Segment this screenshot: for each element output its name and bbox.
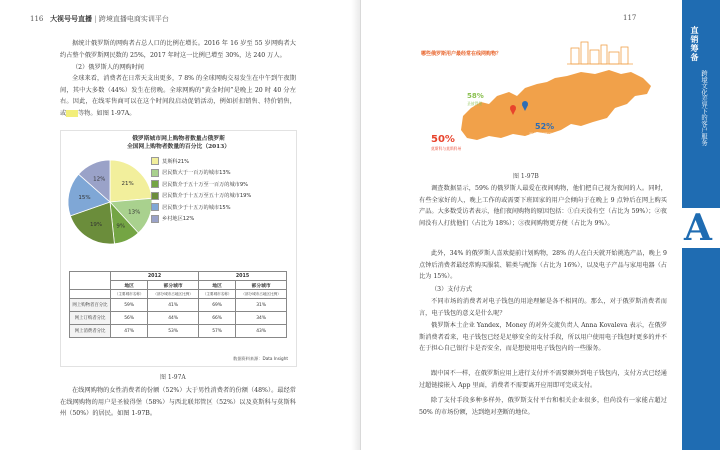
- table-row: [70, 325, 287, 338]
- pie-slice-label: 21%: [121, 180, 134, 187]
- col-share-label: 部分城市: [251, 283, 271, 289]
- section-letter: A: [676, 208, 720, 248]
- right-paragraph-5: 俄罗斯本土企业 Yandex，Money 的对外交流负责人 Anna Kovaleva 表示，在俄罗斯消费者看来，电子钱包已经是足够安全的支付手段，所以用户使用电子钱包时更多的并不在于担心自己银行卡是否安全，而是想使用电子钱包内的一些服务。: [419, 322, 667, 352]
- chart-legend: [151, 157, 291, 226]
- right-paragraph-7: 除了支付手段多种多样外，俄罗斯支付平台和相关企业很多，但尚没有一家能占超过 50% 的市场份额，达到绝对垄断的地位。: [419, 397, 667, 416]
- table-sub-region-1: （主要城市名称）: [111, 290, 148, 299]
- table-cell: 66%: [198, 312, 235, 325]
- russia-map-figure: [421, 38, 661, 158]
- right-paragraph-3: （3）支付方式: [431, 286, 473, 293]
- pie-slice-label: 19%: [89, 221, 103, 228]
- russia-silhouette: [461, 70, 651, 140]
- legend-label: 居民数大于一百万的城市13%: [162, 170, 231, 176]
- paragraph-3: [60, 73, 296, 118]
- table-col-region-1: [111, 281, 148, 290]
- col-share-label: 部分城市: [163, 283, 183, 289]
- table-sub-region-2: （主要城市名称）: [198, 290, 235, 299]
- table-row: [70, 299, 287, 312]
- table-corner: [70, 272, 111, 290]
- paragraph-3-tail: 等物。如图 1-97A。: [78, 109, 136, 117]
- col-region-label: 地区: [212, 283, 222, 289]
- table-cell: 57%: [198, 325, 235, 338]
- legend-swatch: [151, 215, 159, 223]
- legend-swatch: [151, 192, 159, 200]
- left-header-book: 大视号号直播: [50, 14, 93, 23]
- right-paragraph-2: 此外，34% 的俄罗斯人喜欢提前计划购物，28% 的人在白天就开始挑选产品，晚上 9 点钟后消费者最经常购买服装、鞋类与配饰（占比为 16%），以及电子产品与家用电器（占比为 15%）。: [419, 250, 667, 280]
- right-page-number: 117: [623, 14, 637, 22]
- legend-entry: [151, 215, 291, 223]
- city-skyline-icon: [567, 42, 633, 64]
- pie-chart: [65, 157, 155, 247]
- table-cell: 69%: [198, 299, 235, 312]
- chart-title-line2: 全国网上购物者数量的百分比（2013）: [126, 144, 231, 150]
- map-title: 哪些俄罗斯用户最经常在线网购物？: [421, 51, 502, 57]
- legend-entry: [151, 157, 291, 165]
- col-region-label: 地区: [124, 283, 134, 289]
- paragraph-2: （2）俄罗斯人的网购时间: [72, 64, 144, 71]
- table-year-2: 2015: [198, 272, 286, 281]
- right-page: [361, 0, 720, 450]
- stat-blue: 52%: [535, 122, 555, 131]
- legend-entry: [151, 180, 291, 188]
- table-cell: 56%: [111, 312, 148, 325]
- figure-caption-b: 图 1-97B: [513, 173, 539, 180]
- pie-slice-label: 13%: [128, 209, 141, 216]
- pie-slice-label: 9%: [116, 223, 126, 230]
- table-col-share-2: [236, 281, 287, 290]
- band-subtitle: 跨境文化差异下的客户服务: [700, 70, 707, 146]
- table-cell: 53%: [148, 325, 199, 338]
- stat-green-label: 圣彼得堡: [467, 101, 483, 106]
- right-paragraph-6: 跟中国不一样，在俄罗斯应用上进行支付并不需要额外到电子钱包内，支付方式已经通过超链接嵌入 App 里面，消费者不需要离开应用即可完成支付。: [419, 370, 667, 389]
- left-header-section: 跨境直播电商实训平台: [98, 15, 169, 23]
- data-table: [69, 271, 287, 338]
- highlight-mark: [66, 110, 78, 117]
- chart-title-line1: 俄罗斯城市网上购物者数量占俄罗斯: [132, 136, 225, 142]
- legend-label: 莫斯科21%: [162, 158, 190, 165]
- legend-label: 居民数介于五十万至一百万的城市9%: [162, 181, 249, 188]
- figure-caption-a: 图 1-97A: [160, 374, 186, 381]
- legend-entry: [151, 169, 291, 177]
- table-cell: 43%: [236, 325, 287, 338]
- table-cell: 34%: [236, 312, 287, 325]
- table-source: 数据资料来源：Data Insight: [233, 356, 288, 361]
- legend-entry: [151, 203, 291, 211]
- left-page-number: 116: [30, 15, 44, 23]
- paragraph-3-text: 全球来看，消费者在日常天支出更多，7 8% 的全球网购交易发生在中午到午夜期间，其中大多数（44%）发生在傍晚。全球网购的“黄金时间”是晚上 20 时 40 分左右。因此，在线零售商可以在这个时间段启动促销活动，例如折扣销售、特价销售，或: [60, 75, 296, 117]
- stat-blue-label: 西北联邦管区: [529, 132, 552, 137]
- figure-card: [60, 130, 297, 367]
- left-page-header: 116 大视号号直播 | 跨境直播电商实训平台: [30, 14, 169, 23]
- table-cell: 59%: [111, 299, 148, 312]
- paragraph-1: 据统计俄罗斯的网购者占总人口的比例在增长。2016 年 16 岁至 55 岁网购者大约占整个俄罗斯网民数的 25%，2017 年时这一比例已增至 30%，达 240 万人。: [60, 40, 296, 59]
- legend-swatch: [151, 203, 159, 211]
- row-label: 网上消费者分比: [70, 325, 111, 338]
- table-sub-share-2: （部分城市占地区比例）: [236, 290, 287, 299]
- stat-red: 50%: [431, 134, 455, 145]
- table-cell: 41%: [148, 299, 199, 312]
- row-label: 网上购物者百分比: [70, 299, 111, 312]
- table-col-region-2: [198, 281, 235, 290]
- right-paragraph-4: 不同市场的消费者对电子钱包的用途理解是各不相同的。那么，对于俄罗斯消费者而言，电子钱包的意义是什么呢？: [419, 298, 667, 317]
- legend-label: 乡村地区12%: [162, 216, 195, 222]
- legend-entry: [151, 192, 291, 200]
- legend-label: 居民数少于十五万的城市15%: [162, 204, 231, 211]
- table-cell: 44%: [148, 312, 199, 325]
- bottom-paragraph: 在线网购物的女性消费者的份额（52%）大于男性消费者的份额（48%）。最经常在线网购物的用户是圣彼得堡（58%）与西北联邦管区（52%）以及莫斯科与莫斯科州（50%）的居民。如图 1-97B。: [60, 387, 296, 417]
- right-paragraph-1: 调查数据显示，59% 的俄罗斯人最爱在夜间购物，他们把自己视为夜间的人。同时，有些全家好的人，晚上工作的或需要下班回家的用户会倾向于在晚上 9 点钟后在网上购买产品。大多数受访者表示，他们夜间购物的原因包括：①白天没有空（占比为 59%）；②夜间没有人打扰他们（占比为 18%）；③夜间购物更方便（占比为 9%）。: [419, 185, 667, 227]
- legend-label: 居民数介于十五万至五十万的城市19%: [162, 193, 252, 199]
- row-label: 网上订购者分比: [70, 312, 111, 325]
- table-col-share-1: [148, 281, 199, 290]
- table-cell: 31%: [236, 299, 287, 312]
- chart-title: [61, 135, 296, 151]
- table-cell: 47%: [111, 325, 148, 338]
- stat-green: 58%: [467, 92, 484, 100]
- pie-slice-label: 12%: [93, 176, 106, 183]
- legend-swatch: [151, 157, 159, 165]
- page-gutter-shadow: [351, 0, 360, 450]
- table-row: [70, 312, 287, 325]
- legend-swatch: [151, 180, 159, 188]
- band-title: 直销筹备: [690, 26, 699, 62]
- table-sub-corner: [70, 290, 111, 299]
- table-year-1: 2012: [111, 272, 199, 281]
- table-sub-share-1: （部分城市占地区比例）: [148, 290, 199, 299]
- stat-red-label: 莫斯科与莫斯科州: [431, 146, 462, 151]
- pie-slice-label: 15%: [78, 194, 91, 201]
- legend-swatch: [151, 169, 159, 177]
- russia-map: [421, 38, 661, 158]
